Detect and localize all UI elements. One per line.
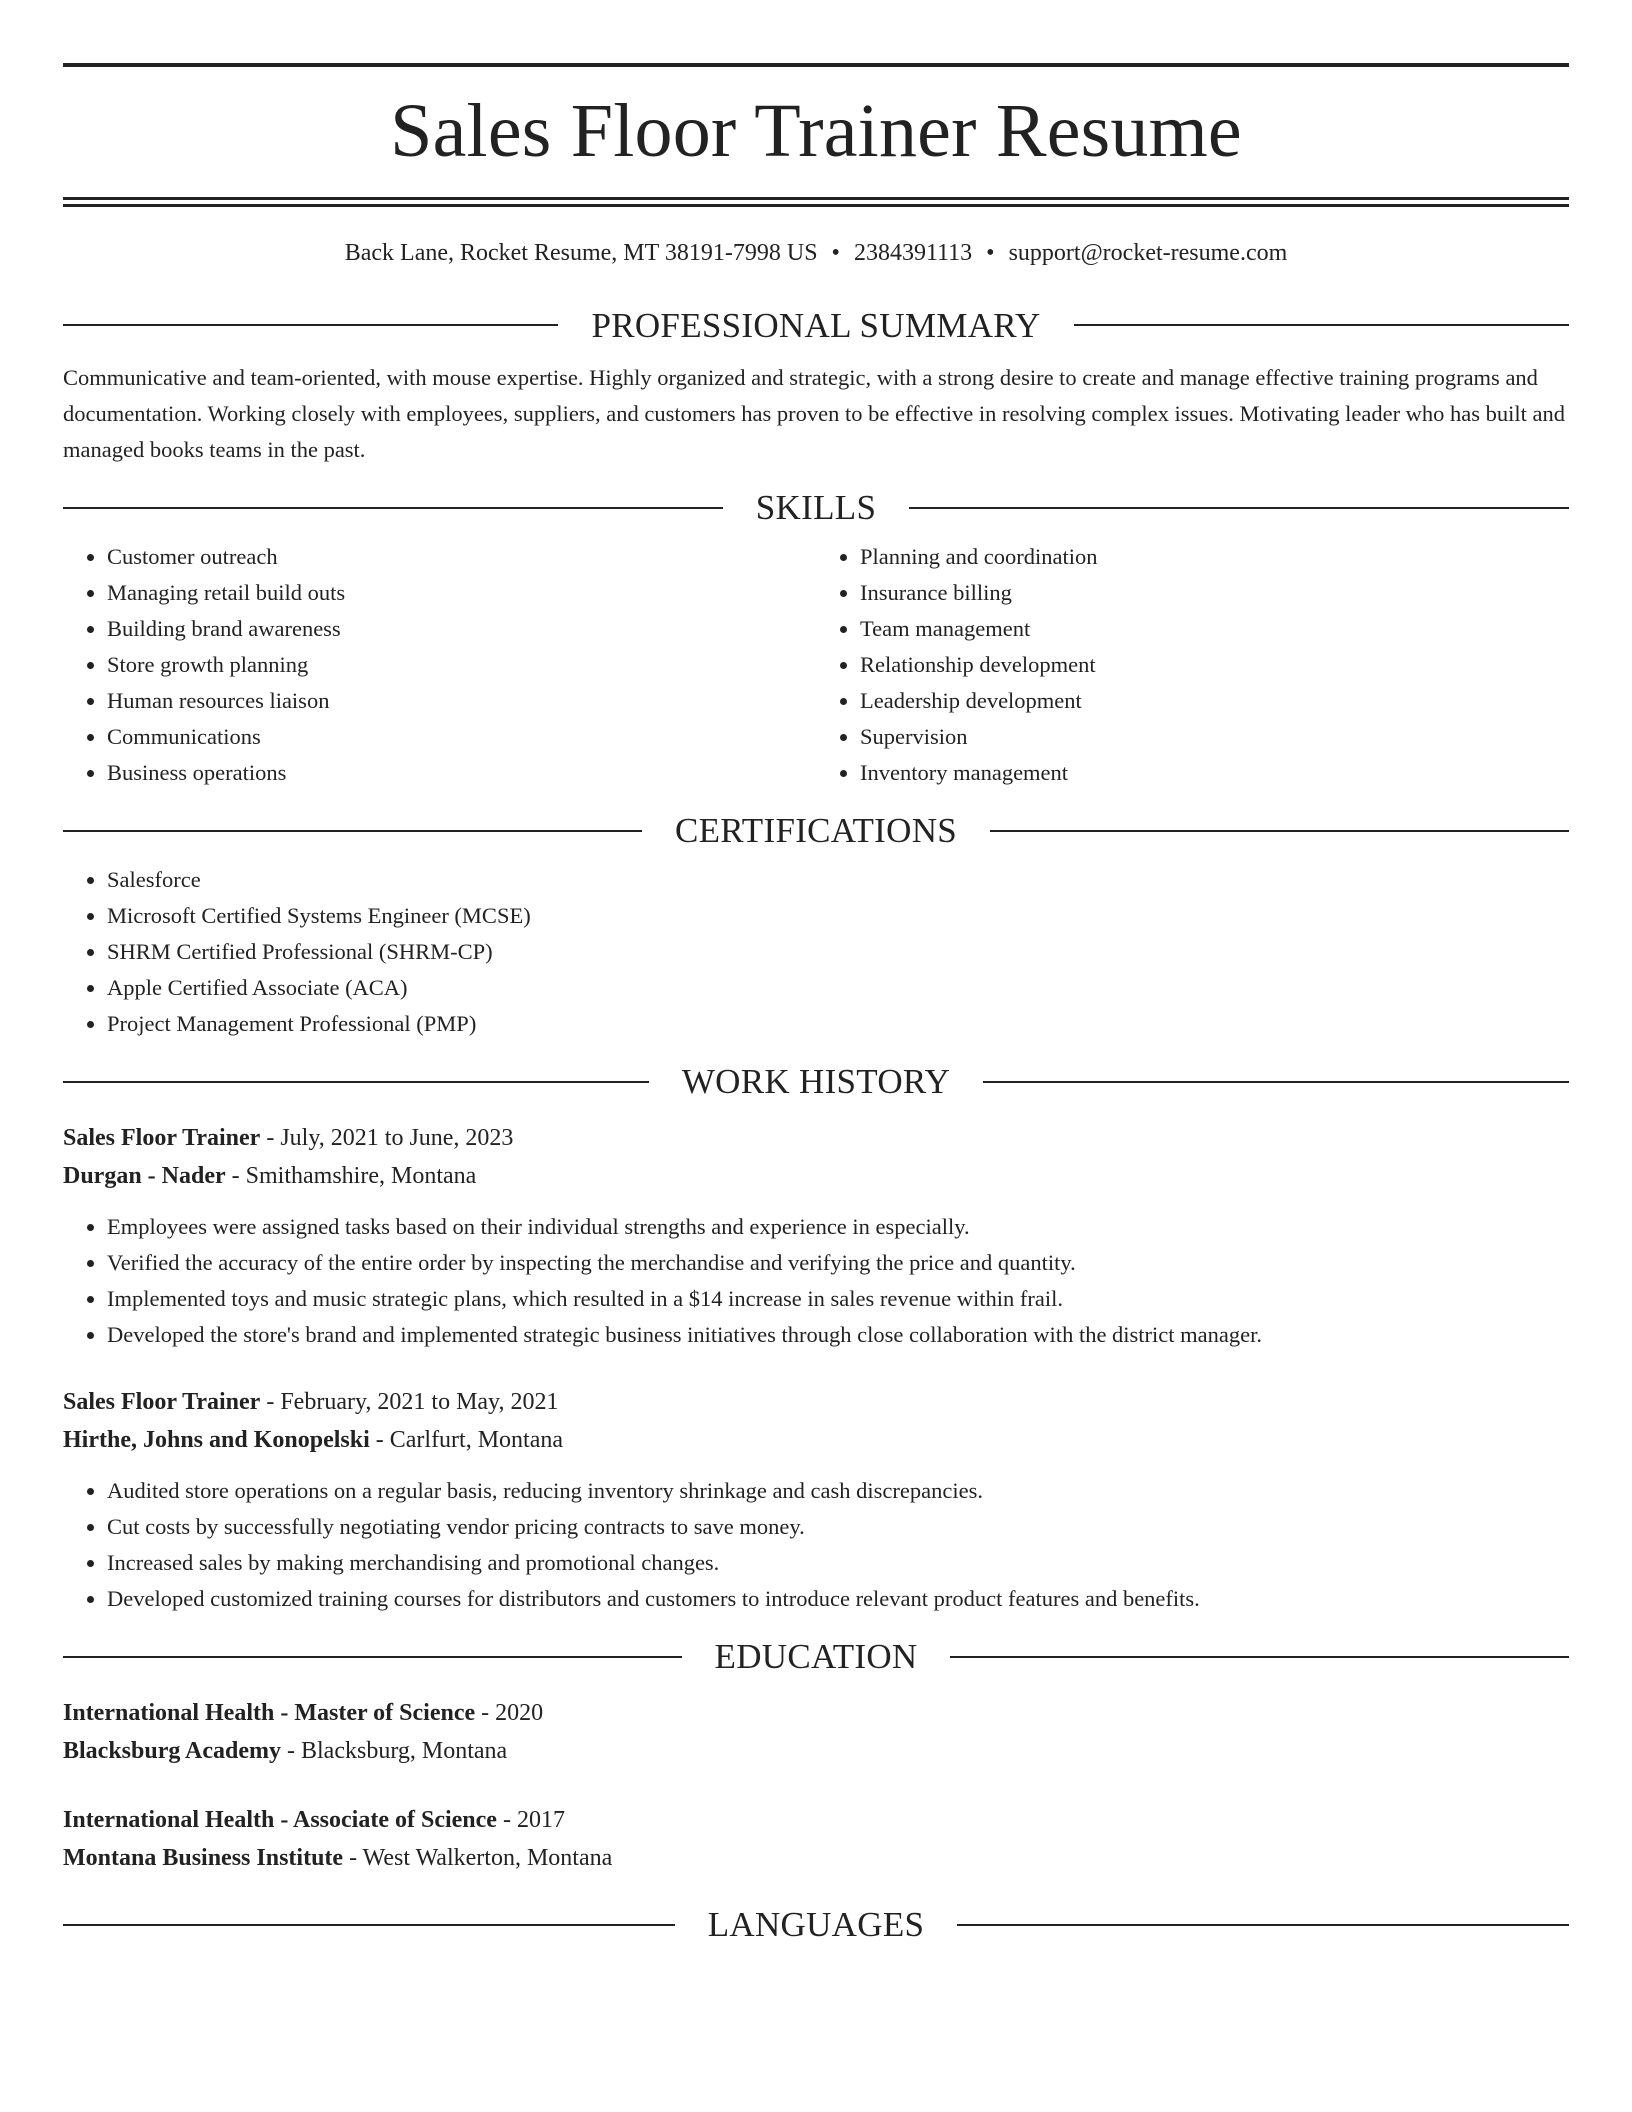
- school-location: - Blacksburg, Montana: [281, 1738, 508, 1765]
- list-item: • Employees were assigned tasks based on their individual strengths and experience in especially.: [107, 1209, 1569, 1245]
- job-bullets: [63, 1473, 1569, 1617]
- skills-column-right: [816, 539, 1569, 791]
- list-item: • Customer outreach: [107, 539, 816, 575]
- list-item: • Inventory management: [860, 755, 1569, 791]
- contact-phone: 2384391113: [853, 240, 973, 266]
- contact-address: Back Lane, Rocket Resume, MT 38191-7998 US: [344, 240, 818, 266]
- section-heading-summary: [63, 305, 1569, 345]
- list-item: • Project Management Professional (PMP): [107, 1006, 1569, 1042]
- list-item: • Insurance billing: [860, 575, 1569, 611]
- job-bullets: [63, 1209, 1569, 1353]
- heading-rule: [63, 1924, 675, 1926]
- job-entry: [63, 1383, 1569, 1617]
- education-entry: [63, 1694, 1569, 1770]
- contact-separator: •: [986, 240, 995, 266]
- education-entry: [63, 1801, 1569, 1877]
- degree-year: - 2020: [475, 1700, 544, 1727]
- heading-rule: [63, 1656, 682, 1658]
- top-rule: [63, 63, 1569, 67]
- title-double-rule: [63, 197, 1569, 207]
- list-item: • Apple Certified Associate (ACA): [107, 970, 1569, 1006]
- heading-rule: [957, 1924, 1569, 1926]
- school-line: [63, 1839, 1569, 1877]
- heading-rule: [63, 830, 642, 832]
- job-dates: - February, 2021 to May, 2021: [260, 1389, 559, 1416]
- list-item: • Verified the accuracy of the entire order by inspecting the merchandise and verifying the price and quantity.: [107, 1245, 1569, 1281]
- section-title: EDUCATION: [714, 1637, 918, 1677]
- summary-text: Communicative and team-oriented, with mouse expertise. Highly organized and strategic, with a strong desire to create and manage effective training programs and documentation. Working closely with employees, suppliers, and customers has proven to be effective in resolving complex issues. Motivating leader who has built and managed books teams in the past.: [63, 364, 1566, 462]
- heading-rule: [63, 507, 723, 509]
- contact-separator: •: [831, 240, 840, 266]
- list-item: • Cut costs by successfully negotiating vendor pricing contracts to save money.: [107, 1509, 1569, 1545]
- section-title: SKILLS: [755, 488, 877, 528]
- job-location: - Carlfurt, Montana: [369, 1427, 564, 1454]
- school-line: [63, 1732, 1569, 1770]
- section-title: LANGUAGES: [707, 1905, 925, 1945]
- contact-email: support@rocket-resume.com: [1008, 240, 1288, 266]
- list-item: • Developed the store's brand and implemented strategic business initiatives through close collaboration with the district manager.: [107, 1317, 1569, 1353]
- certifications-list: [63, 862, 1569, 1042]
- job-title-line: [63, 1383, 1569, 1421]
- school-location: - West Walkerton, Montana: [343, 1845, 613, 1872]
- section-heading-certifications: [63, 811, 1569, 851]
- skills-column-left: [63, 539, 816, 791]
- heading-rule: [983, 1081, 1569, 1083]
- list-item: • Team management: [860, 611, 1569, 647]
- list-item: • Building brand awareness: [107, 611, 816, 647]
- heading-rule: [1074, 324, 1569, 326]
- section-title: PROFESSIONAL SUMMARY: [591, 305, 1041, 345]
- job-company-line: [63, 1421, 1569, 1459]
- degree-year: - 2017: [496, 1807, 565, 1834]
- section-title: CERTIFICATIONS: [674, 811, 958, 851]
- page-title: Sales Floor Trainer Resume: [390, 89, 1242, 173]
- list-item: • Implemented toys and music strategic plans, which resulted in a $14 increase in sales revenue within frail.: [107, 1281, 1569, 1317]
- list-item: • Managing retail build outs: [107, 575, 816, 611]
- degree-line: [63, 1694, 1569, 1732]
- list-item: • Business operations: [107, 755, 816, 791]
- list-item: • Planning and coordination: [860, 539, 1569, 575]
- list-item: • Communications: [107, 719, 816, 755]
- job-location: - Smithamshire, Montana: [225, 1163, 477, 1190]
- job-title-line: [63, 1119, 1569, 1157]
- degree: International Health - Master of Science: [63, 1700, 476, 1727]
- heading-rule: [909, 507, 1569, 509]
- list-item: • Microsoft Certified Systems Engineer (MCSE): [107, 898, 1569, 934]
- list-item: • Developed customized training courses for distributors and customers to introduce relevant product features and benefits.: [107, 1581, 1569, 1617]
- list-item: • Audited store operations on a regular basis, reducing inventory shrinkage and cash discrepancies.: [107, 1473, 1569, 1509]
- list-item: • Salesforce: [107, 862, 1569, 898]
- heading-rule: [63, 324, 558, 326]
- list-item: • SHRM Certified Professional (SHRM-CP): [107, 934, 1569, 970]
- list-item: • Human resources liaison: [107, 683, 816, 719]
- school: Blacksburg Academy: [63, 1738, 282, 1765]
- job-entry: [63, 1119, 1569, 1353]
- heading-rule: [63, 1081, 649, 1083]
- section-title: WORK HISTORY: [681, 1062, 951, 1102]
- job-company: Durgan - Nader: [63, 1163, 226, 1190]
- section-heading-skills: [63, 488, 1569, 528]
- list-item: • Relationship development: [860, 647, 1569, 683]
- job-role: Sales Floor Trainer: [63, 1389, 261, 1416]
- contact-line: [63, 239, 1569, 268]
- list-item: • Increased sales by making merchandising and promotional changes.: [107, 1545, 1569, 1581]
- degree-line: [63, 1801, 1569, 1839]
- section-heading-education: [63, 1637, 1569, 1677]
- degree: International Health - Associate of Science: [63, 1807, 497, 1834]
- section-heading-languages: [63, 1905, 1569, 1945]
- job-company: Hirthe, Johns and Konopelski: [63, 1427, 370, 1454]
- list-item: • Leadership development: [860, 683, 1569, 719]
- job-role: Sales Floor Trainer: [63, 1125, 261, 1152]
- school: Montana Business Institute: [63, 1845, 344, 1872]
- section-heading-work-history: [63, 1062, 1569, 1102]
- heading-rule: [990, 830, 1569, 832]
- list-item: • Store growth planning: [107, 647, 816, 683]
- job-dates: - July, 2021 to June, 2023: [260, 1125, 514, 1152]
- job-company-line: [63, 1157, 1569, 1195]
- skills-list: [63, 539, 1569, 791]
- list-item: • Supervision: [860, 719, 1569, 755]
- heading-rule: [950, 1656, 1569, 1658]
